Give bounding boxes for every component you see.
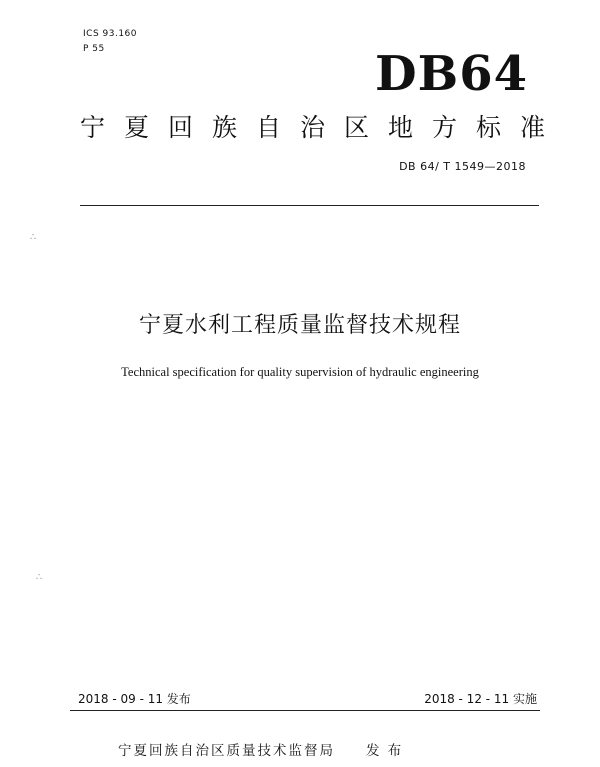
scan-speck: ∴	[30, 232, 37, 243]
document-title-english: Technical specification for quality supervision of hydraulic engineering	[121, 365, 479, 379]
standard-logo: DB64	[375, 46, 528, 102]
standard-type-heading: 宁夏回族自治区地方标准	[80, 113, 565, 142]
ics-code: ICS 93.160	[83, 29, 138, 39]
header-divider	[80, 205, 539, 206]
implementation-date: 2018 - 12 - 11 实施	[424, 692, 537, 706]
standard-number: DB 64/ T 1549—2018	[399, 160, 526, 173]
issuing-authority: 宁夏回族自治区质量技术监督局 发 布	[118, 743, 404, 759]
issue-date: 2018 - 09 - 11 发布	[78, 692, 191, 706]
document-title-chinese: 宁夏水利工程质量监督技术规程	[138, 313, 461, 338]
footer-divider	[70, 710, 540, 711]
scan-speck: ∴	[36, 572, 43, 583]
ccs-code: P 55	[83, 44, 105, 54]
